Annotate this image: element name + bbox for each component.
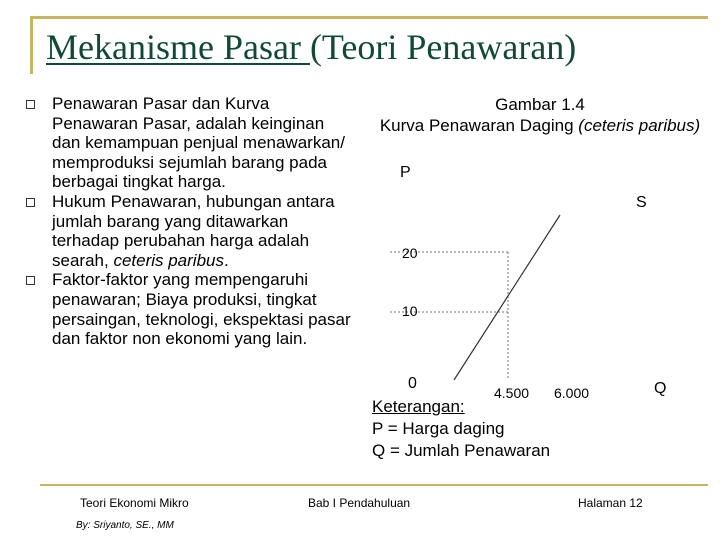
supply-curve: [454, 215, 560, 380]
legend-heading: Keterangan:: [372, 397, 465, 416]
footer-author: By: Sriyanto, SE., MM: [76, 520, 174, 531]
figure-title: Kurva Penawaran Daging (ceteris paribus): [379, 116, 701, 135]
title-main: Mekanisme Pasar: [46, 27, 310, 67]
chart-legend: [372, 396, 550, 462]
origin-label: 0: [408, 375, 417, 392]
bullet-text: Faktor-faktor yang mempengaruhi penawaran; Biaya produksi, tingkat persaingan, teknologi, ekspektasi pasar dan faktor non ekonomi yang lain.: [52, 270, 351, 349]
bullet-text: Penawaran Pasar dan Kurva Penawaran Pasar, adalah keinginan dan kemampuan penjual menawarkan/ memproduksi sejumlah barang pada berbagai tingkat harga.: [52, 94, 345, 192]
legend-line: P = Harga daging: [372, 419, 505, 438]
y-tick-label: 20: [402, 245, 418, 261]
title-sub: (Teori Penawaran): [309, 27, 577, 67]
footer-course: Teori Ekonomi Mikro: [80, 496, 189, 510]
x-tick-label: 4.500: [494, 385, 530, 401]
bullet-text: Hukum Penawaran, hubungan antara jumlah barang yang ditawarkan terhadap perubahan harga adalah searah, ceteris paribus.: [52, 191, 335, 270]
x-tick-label: 6.000: [554, 385, 590, 401]
y-tick-label: 10: [402, 303, 418, 319]
x-axis-label: Q: [654, 380, 667, 397]
legend-line: Q = Jumlah Penawaran: [372, 441, 551, 460]
footer-page: Halaman 12: [578, 496, 643, 510]
y-axis-label: P: [400, 164, 411, 181]
supply-curve-label: S: [636, 194, 647, 211]
figure-number: Gambar 1.4: [495, 95, 585, 114]
footer-chapter: Bab I Pendahuluan: [308, 496, 411, 510]
